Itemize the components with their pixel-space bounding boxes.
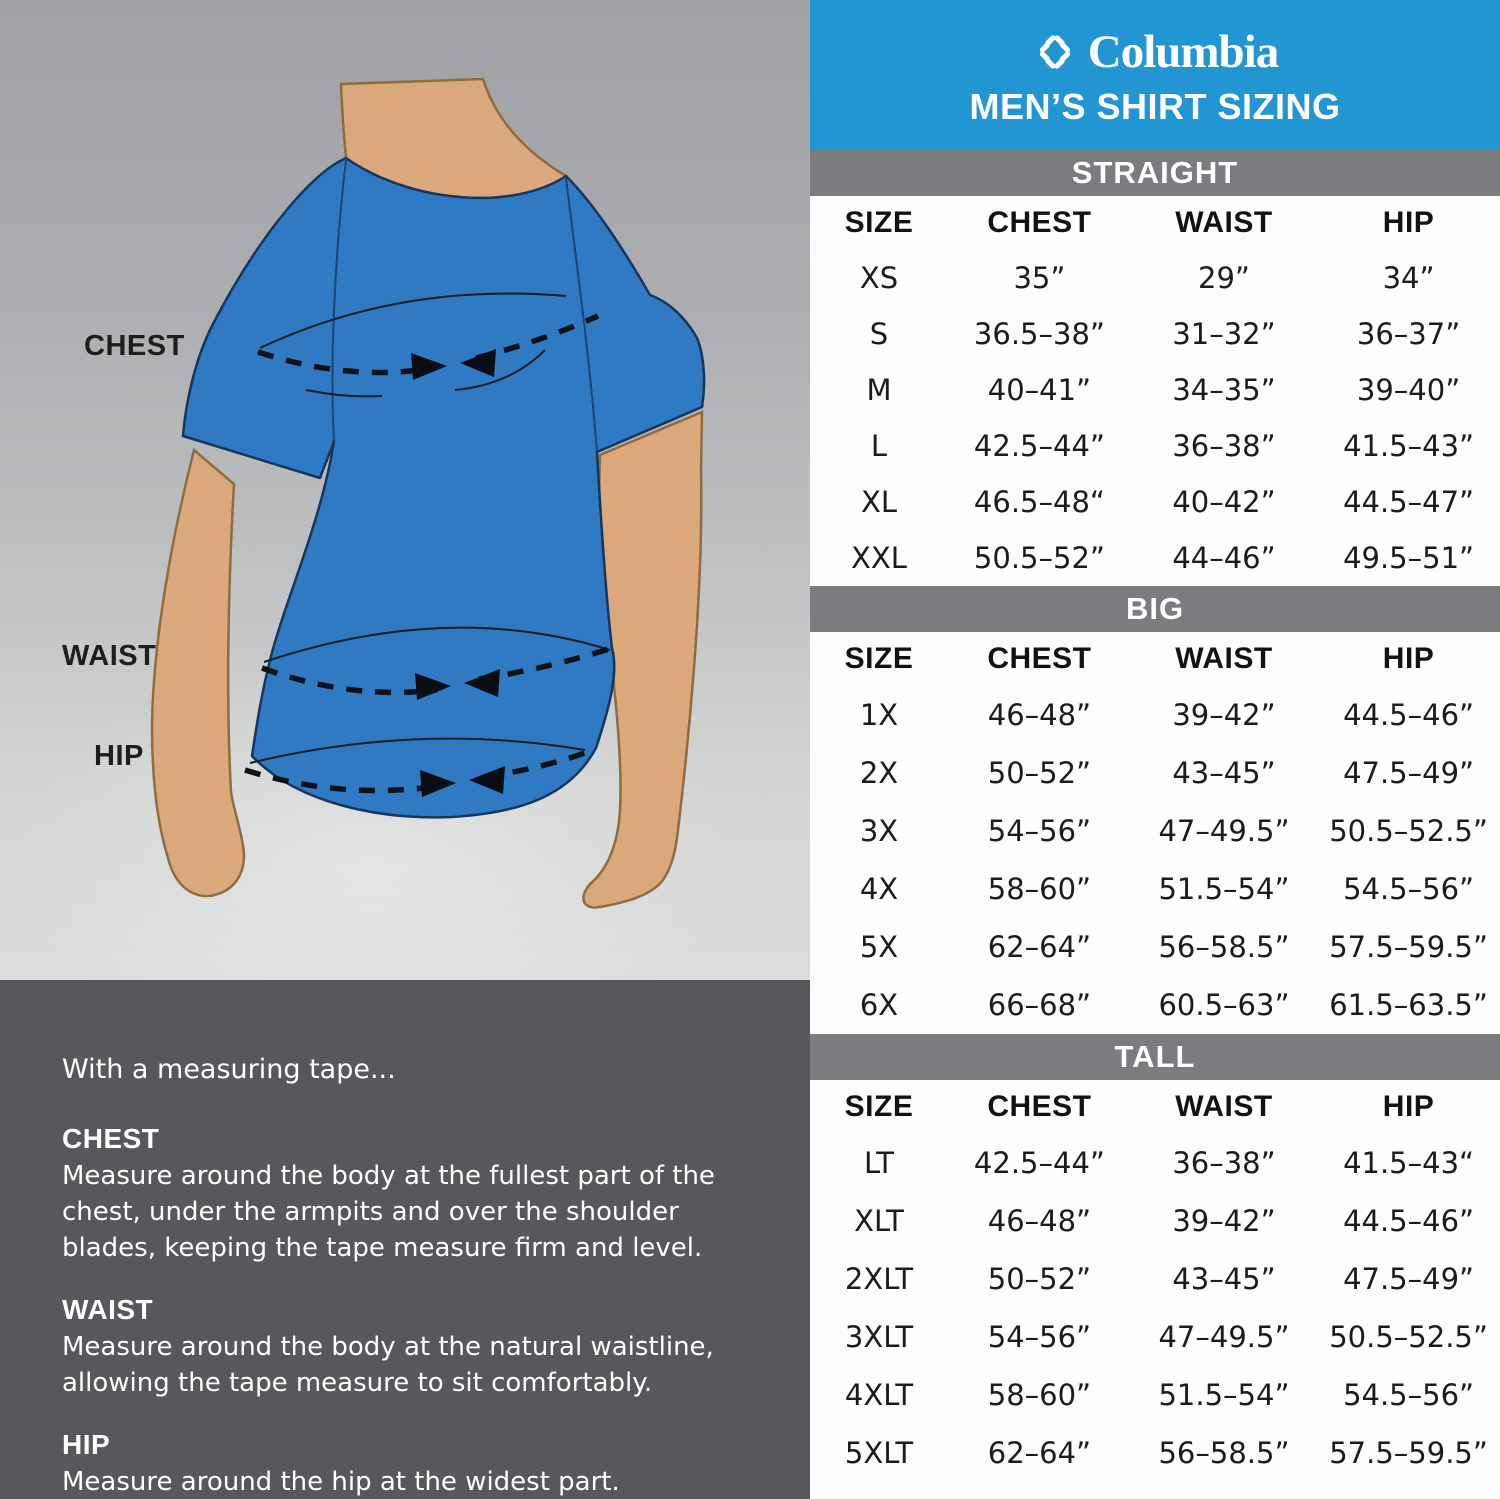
measurement-cell: 44.5–46” [1343,698,1475,732]
table-row [810,1192,1500,1250]
size-cell: XXL [851,541,907,575]
brand-header [810,0,1500,150]
measurement-cell: 46–48” [987,698,1092,732]
table-row [810,686,1500,744]
measurement-cell: 54.5–56” [1343,1378,1475,1412]
section-bar-big: BIG [810,586,1500,632]
column-header-hip: HIP [1382,206,1435,239]
instruction-body: Measure around the hip at the widest part. [62,1467,620,1497]
instructions-intro: With a measuring tape... [62,1054,396,1085]
measurement-cell: 47–49.5” [1158,1320,1290,1354]
measurement-cell: 46–48” [987,1204,1092,1238]
measurement-cell: 57.5–59.5” [1329,930,1488,964]
waist-label: WAIST [62,640,157,672]
measurement-cell: 51.5–54” [1158,1378,1290,1412]
table-row [810,918,1500,976]
table-row [810,744,1500,802]
measurement-cell: 47.5–49” [1343,756,1475,790]
table-header-row-straight [810,196,1500,250]
column-header-size: SIZE [844,642,914,675]
chest-label: CHEST [84,330,185,362]
measurement-cell: 44.5–47” [1343,485,1475,519]
size-tables [810,150,1500,1482]
column-header-size: SIZE [844,1090,914,1123]
measurement-cell: 34–35” [1172,373,1276,407]
table-row [810,306,1500,362]
column-header-size: SIZE [844,206,914,239]
column-header-chest: CHEST [987,1090,1092,1123]
size-cell: 2X [859,756,899,790]
size-cell: S [869,317,889,351]
measurement-cell: 50–52” [987,756,1092,790]
measurement-cell: 50.5–52.5” [1329,1320,1488,1354]
size-table-straight [810,196,1500,586]
instruction-heading: WAIST [62,1294,154,1325]
measurement-cell: 39–42” [1172,1204,1276,1238]
measurement-cell: 57.5–59.5” [1329,1436,1488,1470]
measurement-cell: 51.5–54” [1158,872,1290,906]
section-bar-straight: STRAIGHT [810,150,1500,196]
measurement-cell: 47.5–49” [1343,1262,1475,1296]
column-header-chest: CHEST [987,206,1092,239]
table-row [810,418,1500,474]
table-row [810,1134,1500,1192]
measurement-cell: 58–60” [987,1378,1092,1412]
size-cell: L [870,429,888,463]
table-row [810,976,1500,1034]
column-header-chest: CHEST [987,642,1092,675]
table-row [810,362,1500,418]
measurement-cell: 50–52” [987,1262,1092,1296]
measurement-cell: 62–64” [987,1436,1092,1470]
size-cell: 4XLT [844,1378,914,1412]
measurement-cell: 43–45” [1172,1262,1276,1296]
page-title: MEN’S SHIRT SIZING [969,85,1341,127]
measurement-cell: 39–40” [1356,373,1461,407]
measurement-cell: 31–32” [1172,317,1276,351]
hip-label: HIP [94,740,144,772]
column-header-waist: WAIST [1175,1090,1273,1123]
measurement-cell: 49.5–51” [1343,541,1475,575]
measurement-cell: 39–42” [1172,698,1276,732]
columbia-logo [1032,25,1279,79]
table-row [810,1250,1500,1308]
size-cell: 5XLT [844,1436,914,1470]
measurement-cell: 54.5–56” [1343,872,1475,906]
table-row [810,802,1500,860]
table-row [810,530,1500,586]
size-cell: LT [864,1146,894,1180]
section-bar-tall: TALL [810,1034,1500,1080]
table-row [810,1424,1500,1482]
measurement-cell: 36–37” [1356,317,1461,351]
size-cell: XL [860,485,898,519]
measurement-cell: 46.5–48“ [973,485,1105,519]
instruction-section-chest [62,1123,752,1266]
table-row [810,860,1500,918]
instruction-heading: HIP [62,1429,111,1460]
instructions-sections [62,1123,752,1499]
measurement-cell: 44–46” [1172,541,1276,575]
measurement-cell: 66–68” [987,988,1092,1022]
size-cell: 2XLT [844,1262,914,1296]
size-cell: 1X [859,698,899,732]
measurement-cell: 56–58.5” [1158,930,1290,964]
measurement-cell: 50.5–52” [973,541,1105,575]
body-measurement-diagram [0,0,810,980]
size-cell: XS [859,261,899,295]
measurement-cell: 60.5–63” [1158,988,1290,1022]
table-header-row-big [810,632,1500,686]
measurement-cell: 41.5–43“ [1343,1146,1475,1180]
measurement-cell: 35” [1013,261,1066,295]
sizing-tables-column [810,0,1500,1499]
measurement-cell: 62–64” [987,930,1092,964]
measurement-cell: 29” [1198,261,1250,295]
instruction-heading: CHEST [62,1123,160,1154]
table-row [810,250,1500,306]
brand-wordmark: Columbia [1087,25,1279,78]
measurement-cell: 36–38” [1172,429,1276,463]
size-table-tall [810,1080,1500,1482]
measurement-cell: 41.5–43” [1343,429,1475,463]
table-row [810,474,1500,530]
instruction-section-hip [62,1429,752,1499]
measurement-cell: 36.5–38” [973,317,1105,351]
size-cell: 4X [859,872,899,906]
size-table-big [810,632,1500,1034]
size-cell: M [866,373,892,407]
size-cell: XLT [854,1204,904,1238]
measurement-cell: 50.5–52.5” [1329,814,1488,848]
measurement-cell: 54–56” [987,1320,1092,1354]
size-cell: 3XLT [844,1320,914,1354]
table-row [810,1308,1500,1366]
measurement-cell: 56–58.5” [1158,1436,1290,1470]
measurement-cell: 54–56” [987,814,1092,848]
measurement-cell: 40–41” [987,373,1092,407]
measurement-cell: 47–49.5” [1158,814,1290,848]
measurement-cell: 34” [1382,261,1435,295]
measurement-cell: 36–38” [1172,1146,1276,1180]
instruction-body: Measure around the body at the fullest part of the chest, under the armpits and over the shoulder blades, keeping the tape measure firm and level. [62,1161,715,1263]
size-cell: 5X [859,930,899,964]
instruction-section-waist [62,1294,752,1401]
table-row [810,1366,1500,1424]
size-cell: 6X [859,988,899,1022]
measurement-cell: 42.5–44” [973,1146,1105,1180]
measurement-cell: 40–42” [1172,485,1276,519]
measurement-cell: 58–60” [987,872,1092,906]
measurement-cell: 43–45” [1172,756,1276,790]
measurement-cell: 42.5–44” [973,429,1105,463]
size-cell: 3X [859,814,899,848]
column-header-hip: HIP [1382,642,1435,675]
mannequin-figure [0,0,810,980]
column-header-waist: WAIST [1175,642,1273,675]
table-header-row-tall [810,1080,1500,1134]
instruction-body: Measure around the body at the natural waistline, allowing the tape measure to sit comfortably. [62,1332,714,1398]
measurement-cell: 44.5–46” [1343,1204,1475,1238]
column-header-hip: HIP [1382,1090,1435,1123]
columbia-diamond-icon [1032,29,1078,75]
column-header-waist: WAIST [1175,206,1273,239]
measuring-instructions-panel [0,980,810,1499]
measurement-cell: 61.5–63.5” [1329,988,1488,1022]
